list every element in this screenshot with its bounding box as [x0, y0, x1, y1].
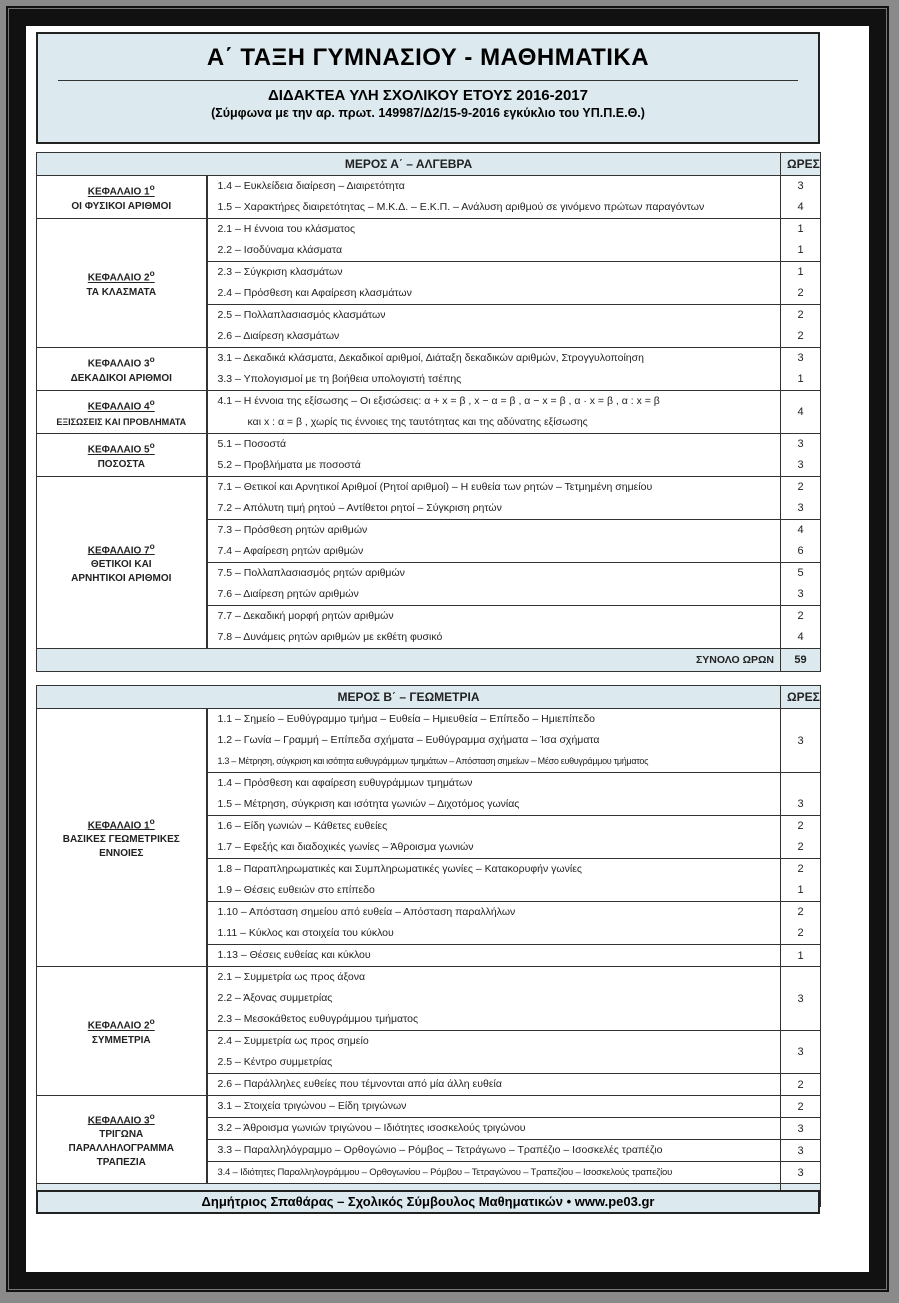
table-row: ΚΕΦΑΛΑΙΟ $2^o$ ΣΥΜΜΕΤΡΙΑ 2.1 – Συμμετρία ως προς άξονα 2.2 – Άξονας συμμετρίας 2.3 – Μεσοκάθετος ευθυγράμμου τμήματος 3 [37, 967, 821, 1031]
table-row [37, 176, 821, 219]
list-item: 2.2 – Άξονας συμμετρίας [217, 992, 333, 1004]
chapter-items [207, 176, 781, 219]
list-item: 2.5 – Πολλαπλασιασμός κλασμάτων [217, 309, 386, 321]
list-item: 1.11 – Κύκλος και στοιχεία του κύκλου [217, 927, 394, 939]
list-item: 3.2 – Άθροισμα γωνιών τριγώνου – Ιδιότητες ισοσκελούς τριγώνου [217, 1122, 526, 1134]
list-item: 2.5 – Κέντρο συμμετρίας [217, 1056, 333, 1068]
table-row: 7.7 – Δεκαδική μορφή ρητών αριθμών 7.8 – Δυνάμεις ρητών αριθμών με εκθέτη φυσικό 2 4 [37, 606, 821, 649]
table-row: 7.3 – Πρόσθεση ρητών αριθμών 7.4 – Αφαίρεση ρητών αριθμών 4 6 [37, 520, 821, 563]
list-item: 3.3 – Παραλληλόγραμμο – Ορθογώνιο – Ρόμβος – Τετράγωνο – Τραπέζιο – Ισοσκελές τραπέζιο [217, 1144, 663, 1156]
list-item: 2.3 – Σύγκριση κλασμάτων [217, 266, 343, 278]
chapter-cell: ΚΕΦΑΛΑΙΟ $7^o$ ΘΕΤΙΚΟΙ ΚΑΙ ΑΡΝΗΤΙΚΟΙ ΑΡΙΘΜΟΙ [37, 477, 207, 649]
table-row: ΚΕΦΑΛΑΙΟ $7^o$ ΘΕΤΙΚΟΙ ΚΑΙ ΑΡΝΗΤΙΚΟΙ ΑΡΙΘΜΟΙ 7.1 – Θετικοί και Αρνητικοί Αριθμοί (Ρητοί αριθμοί) – Η ευθεία των ρητών – Τετμημένη σημείου 7.2 – Απόλυτη τιμή ρητού – Αντίθετοι ρητοί – Σύγκριση ρητών 2 3 [37, 477, 821, 520]
list-item: 3.1 – Στοιχεία τριγώνου – Είδη τριγώνων [217, 1100, 407, 1112]
table-row: 2.6 – Παράλληλες ευθείες που τέμνονται από μία άλλη ευθεία 2 [37, 1074, 821, 1096]
table-row: ΚΕΦΑΛΑΙΟ $3^o$ ΔΕΚΑΔΙΚΟΙ ΑΡΙΘΜΟΙ 3.1 – Δεκαδικά κλάσματα, Δεκαδικοί αριθμοί, Διάταξη δεκαδικών αριθμών, Στρογγυλοποίηση 3.3 – Υπολογισμοί με τη βοήθεια υπολογιστή τσέπης 3 1 [37, 348, 821, 391]
list-item: 1.8 – Παραπληρωματικές και Συμπληρωματικές γωνίες – Κατακορυφήν γωνίες [217, 863, 582, 875]
document-footer: Δημήτριος Σπαθάρας – Σχολικός Σύμβουλος Μαθηματικών • www.pe03.gr [36, 1190, 820, 1214]
list-item: 1.5 – Χαρακτήρες διαιρετότητας – Μ.Κ.Δ. – Ε.Κ.Π. – Ανάλυση αριθμού σε γινόμενο πρώτων παραγόντων [217, 201, 705, 213]
table-row: 2.3 – Σύγκριση κλασμάτων 2.4 – Πρόσθεση και Αφαίρεση κλασμάτων 1 2 [37, 262, 821, 305]
list-item: 7.7 – Δεκαδική μορφή ρητών αριθμών [217, 610, 394, 622]
geometry-hours-header: ΩΡΕΣ [781, 686, 821, 709]
header-divider [58, 80, 798, 81]
list-item: 1.6 – Είδη γωνιών – Κάθετες ευθείες [217, 820, 388, 832]
list-item: 7.1 – Θετικοί και Αρνητικοί Αριθμοί (Ρητοί αριθμοί) – Η ευθεία των ρητών – Τετμημένη σημείου [217, 481, 653, 493]
page-title: Α΄ ΤΑΞΗ ΓΥΜΝΑΣΙΟΥ - ΜΑΘΗΜΑΤΙΚΑ [206, 44, 650, 71]
chapter-cell: ΚΕΦΑΛΑΙΟ $3^o$ ΤΡΙΓΩΝΑ ΠΑΡΑΛΛΗΛΟΓΡΑΜΜΑ ΤΡΑΠΕΖΙΑ [37, 1096, 207, 1184]
list-item: 7.5 – Πολλαπλασιασμός ρητών αριθμών [217, 567, 405, 579]
list-item: 7.3 – Πρόσθεση ρητών αριθμών [217, 524, 368, 536]
table-row: 1.13 – Θέσεις ευθείας και κύκλου 1 [37, 945, 821, 967]
list-item: 4.1 – Η έννοια της εξίσωσης – Οι εξισώσεις: α + x = β , x − α = β , α − x = β , α · x = β , α : x = β [217, 395, 660, 407]
list-item: 2.4 – Συμμετρία ως προς σημείο [217, 1035, 369, 1047]
list-item: 1.3 – Μέτρηση, σύγκριση και ισότητα ευθυγράμμων τμημάτων – Απόσταση σημείων – Μέσο ευθυγράμμου τμήματος [217, 756, 649, 766]
list-item: 2.1 – Η έννοια του κλάσματος [217, 223, 356, 235]
list-item: 1.1 – Σημείο – Ευθύγραμμο τμήμα – Ευθεία – Ημιευθεία – Επίπεδο – Ημιεπίπεδο [217, 713, 596, 725]
algebra-section-title: ΜΕΡΟΣ Α΄ – ΑΛΓΕΒΡΑ [37, 153, 781, 176]
list-item: 7.2 – Απόλυτη τιμή ρητού – Αντίθετοι ρητοί – Σύγκριση ρητών [217, 502, 502, 514]
circular-note: (Σύμφωνα με την αρ. πρωτ. 149987/Δ2/15-9-2016 εγκύκλιο του ΥΠ.Π.Ε.Θ.) [211, 106, 645, 120]
chapter-cell: ΚΕΦΑΛΑΙΟ $5^o$ ΠΟΣΟΣΤΑ [37, 434, 207, 477]
list-item: και x : α = β , χωρίς τις έννοιες της ταυτότητας και της αδύνατης εξίσωσης [247, 416, 588, 428]
table-row: 1.4 – Πρόσθεση και αφαίρεση ευθυγράμμων τμημάτων 1.5 – Μέτρηση, σύγκριση και ισότητα γωνιών – Διχοτόμος γωνίας 3 [37, 773, 821, 816]
chapter-cell: ΚΕΦΑΛΑΙΟ $3^o$ ΔΕΚΑΔΙΚΟΙ ΑΡΙΘΜΟΙ [37, 348, 207, 391]
list-item: 1.7 – Εφεξής και διαδοχικές γωνίες – Άθροισμα γωνιών [217, 841, 474, 853]
table-row: ΚΕΦΑΛΑΙΟ $1^o$ ΒΑΣΙΚΕΣ ΓΕΩΜΕΤΡΙΚΕΣ ΕΝΝΟΙΕΣ 1.1 – Σημείο – Ευθύγραμμο τμήμα – Ευθεία – Ημιευθεία – Επίπεδο – Ημιεπίπεδο 1.2 – Γωνία – Γραμμή – Επίπεδα σχήματα – Ευθύγραμμα σχήματα – Ίσα σχήματα 1.3 – Μέτρηση, σύγκριση και ισότητα ευθυγράμμων τμημάτων – Απόσταση σημείων – Μέσο ευθυγράμμου τμήματος 3 [37, 709, 821, 773]
list-item: 1.5 – Μέτρηση, σύγκριση και ισότητα γωνιών – Διχοτόμος γωνίας [217, 798, 520, 810]
list-item: 2.2 – Ισοδύναμα κλάσματα [217, 244, 343, 256]
list-item: 1.4 – Ευκλείδεια διαίρεση – Διαιρετότητα [217, 180, 405, 192]
list-item: 1.2 – Γωνία – Γραμμή – Επίπεδα σχήματα – Ευθύγραμμα σχήματα – Ίσα σχήματα [217, 734, 600, 746]
list-item: 1.9 – Θέσεις ευθειών στο επίπεδο [217, 884, 375, 896]
chapter-cell: ΚΕΦΑΛΑΙΟ $1^o$ ΟΙ ΦΥΣΙΚΟΙ ΑΡΙΘΜΟΙ [37, 176, 207, 219]
table-row: 2.5 – Πολλαπλασιασμός κλασμάτων 2.6 – Διαίρεση κλασμάτων 2 2 [37, 305, 821, 348]
list-item: 2.1 – Συμμετρία ως προς άξονα [217, 971, 366, 983]
table-row: 1.10 – Απόσταση σημείου από ευθεία – Απόσταση παραλλήλων 1.11 – Κύκλος και στοιχεία του κύκλου 2 2 [37, 902, 821, 945]
table-row: ΚΕΦΑΛΑΙΟ $4^o$ ΕΞΙΣΩΣΕΙΣ ΚΑΙ ΠΡΟΒΛΗΜΑΤΑ 4.1 – Η έννοια της εξίσωσης – Οι εξισώσεις: α + x = β , x − α = β , α − x = β , α · x = β , α : x = β και x : α = β , χωρίς τις έννοιες της ταυτότητας και της αδύνατης εξίσωσης 4 [37, 391, 821, 434]
list-item: 5.1 – Ποσοστά [217, 438, 287, 450]
geometry-table [36, 685, 821, 1207]
table-row: 2.4 – Συμμετρία ως προς σημείο 2.5 – Κέντρο συμμετρίας 3 [37, 1031, 821, 1074]
table-row: 1.6 – Είδη γωνιών – Κάθετες ευθείες 1.7 – Εφεξής και διαδοχικές γωνίες – Άθροισμα γωνιών 2 2 [37, 816, 821, 859]
algebra-total-value: 59 [781, 649, 821, 672]
table-row: 1.8 – Παραπληρωματικές και Συμπληρωματικές γωνίες – Κατακορυφήν γωνίες 1.9 – Θέσεις ευθειών στο επίπεδο 2 1 [37, 859, 821, 902]
table-row: ΚΕΦΑΛΑΙΟ $3^o$ ΤΡΙΓΩΝΑ ΠΑΡΑΛΛΗΛΟΓΡΑΜΜΑ ΤΡΑΠΕΖΙΑ 3.1 – Στοιχεία τριγώνου – Είδη τριγώνων 2 [37, 1096, 821, 1118]
list-item: 7.8 – Δυνάμεις ρητών αριθμών με εκθέτη φυσικό [217, 631, 443, 643]
list-item: 1.13 – Θέσεις ευθείας και κύκλου [217, 949, 371, 961]
list-item: 3.4 – Ιδιότητες Παραλληλογράμμου – Ορθογωνίου – Ρόμβου – Τετραγώνου – Τραπεζίου – Ισοσκελούς τραπεζίου [217, 1167, 673, 1178]
chapter-cell: ΚΕΦΑΛΑΙΟ $2^o$ ΣΥΜΜΕΤΡΙΑ [37, 967, 207, 1096]
table-row: ΚΕΦΑΛΑΙΟ $5^o$ ΠΟΣΟΣΤΑ 5.1 – Ποσοστά 5.2 – Προβλήματα με ποσοστά 3 3 [37, 434, 821, 477]
list-item: 3.1 – Δεκαδικά κλάσματα, Δεκαδικοί αριθμοί, Διάταξη δεκαδικών αριθμών, Στρογγυλοποίηση [217, 352, 644, 364]
chapter-cell: ΚΕΦΑΛΑΙΟ $1^o$ ΒΑΣΙΚΕΣ ΓΕΩΜΕΤΡΙΚΕΣ ΕΝΝΟΙΕΣ [37, 709, 207, 967]
algebra-total-label: ΣΥΝΟΛΟ ΩΡΩΝ [37, 649, 781, 672]
list-item: 7.6 – Διαίρεση ρητών αριθμών [217, 588, 359, 600]
list-item: 2.3 – Μεσοκάθετος ευθυγράμμου τμήματος [217, 1013, 418, 1025]
chapter-cell: ΚΕΦΑΛΑΙΟ $4^o$ ΕΞΙΣΩΣΕΙΣ ΚΑΙ ΠΡΟΒΛΗΜΑΤΑ [37, 391, 207, 434]
list-item: 1.10 – Απόσταση σημείου από ευθεία – Απόσταση παραλλήλων [217, 906, 516, 918]
list-item: 2.6 – Παράλληλες ευθείες που τέμνονται από μία άλλη ευθεία [217, 1078, 502, 1090]
algebra-hours-header: ΩΡΕΣ [781, 153, 821, 176]
list-item: 1.4 – Πρόσθεση και αφαίρεση ευθυγράμμων τμημάτων [217, 777, 473, 789]
list-item: 3.3 – Υπολογισμοί με τη βοήθεια υπολογιστή τσέπης [217, 373, 462, 385]
algebra-table [36, 152, 821, 672]
table-row: 3.3 – Παραλληλόγραμμο – Ορθογώνιο – Ρόμβος – Τετράγωνο – Τραπέζιο – Ισοσκελές τραπέζιο 3 [37, 1140, 821, 1162]
table-row: ΚΕΦΑΛΑΙΟ $2^o$ ΤΑ ΚΛΑΣΜΑΤΑ 2.1 – Η έννοια του κλάσματος 2.2 – Ισοδύναμα κλάσματα 1 1 [37, 219, 821, 262]
document-header [36, 32, 820, 144]
table-row: 3.4 – Ιδιότητες Παραλληλογράμμου – Ορθογωνίου – Ρόμβου – Τετραγώνου – Τραπεζίου – Ισοσκελούς τραπεζίου 3 [37, 1162, 821, 1184]
table-row: 3.2 – Άθροισμα γωνιών τριγώνου – Ιδιότητες ισοσκελούς τριγώνου 3 [37, 1118, 821, 1140]
list-item: 2.6 – Διαίρεση κλασμάτων [217, 330, 340, 342]
hours-cell: 3 4 [781, 176, 821, 219]
page-subtitle: ΔΙΔΑΚΤΕΑ ΥΛΗ ΣΧΟΛΙΚΟΥ ΕΤΟΥΣ 2016-2017 [267, 87, 588, 104]
table-row: 7.5 – Πολλαπλασιασμός ρητών αριθμών 7.6 – Διαίρεση ρητών αριθμών 5 3 [37, 563, 821, 606]
list-item: 7.4 – Αφαίρεση ρητών αριθμών [217, 545, 364, 557]
list-item: 2.4 – Πρόσθεση και Αφαίρεση κλασμάτων [217, 287, 412, 299]
list-item: 5.2 – Προβλήματα με ποσοστά [217, 459, 361, 471]
geometry-section-title: ΜΕΡΟΣ Β΄ – ΓΕΩΜΕΤΡΙΑ [37, 686, 781, 709]
chapter-cell: ΚΕΦΑΛΑΙΟ $2^o$ ΤΑ ΚΛΑΣΜΑΤΑ [37, 219, 207, 348]
